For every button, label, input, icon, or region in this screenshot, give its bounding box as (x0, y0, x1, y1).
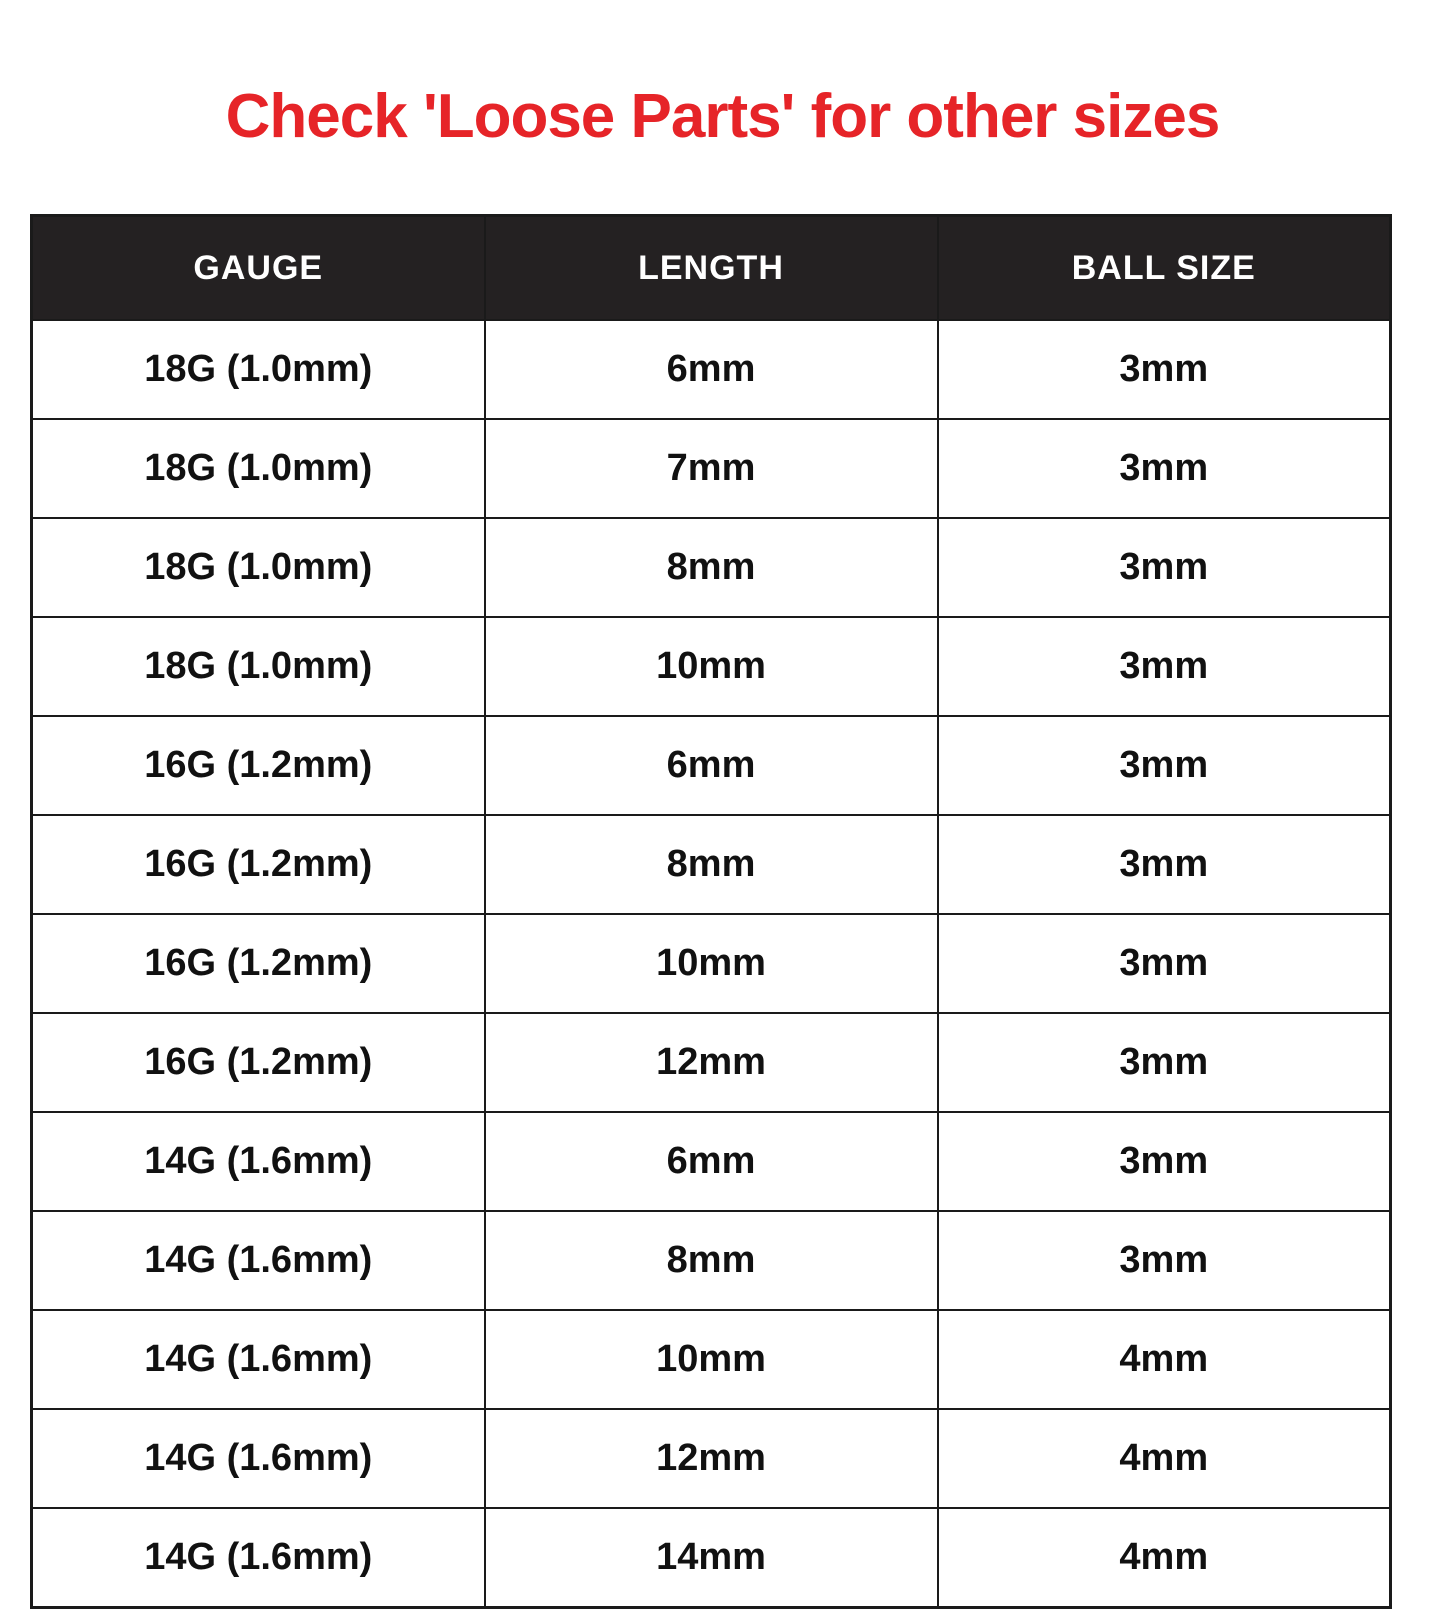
gauge-cell: 18G (1.0mm) (32, 617, 485, 716)
length-cell: 8mm (485, 815, 938, 914)
ball-size-cell: 3mm (938, 419, 1391, 518)
length-cell: 8mm (485, 1211, 938, 1310)
ball-size-cell: 4mm (938, 1310, 1391, 1409)
gauge-cell: 18G (1.0mm) (32, 320, 485, 419)
table-row (32, 914, 1391, 1013)
length-cell: 8mm (485, 518, 938, 617)
length-cell: 10mm (485, 914, 938, 1013)
table-row (32, 1211, 1391, 1310)
table-row (32, 320, 1391, 419)
ball-size-cell: 3mm (938, 320, 1391, 419)
length-cell: 7mm (485, 419, 938, 518)
header-cell-length: LENGTH (485, 216, 938, 321)
ball-size-cell: 3mm (938, 914, 1391, 1013)
length-cell: 10mm (485, 617, 938, 716)
ball-size-cell: 4mm (938, 1409, 1391, 1508)
gauge-cell: 14G (1.6mm) (32, 1508, 485, 1608)
ball-size-cell: 3mm (938, 518, 1391, 617)
ball-size-cell: 3mm (938, 815, 1391, 914)
ball-size-cell: 3mm (938, 1013, 1391, 1112)
length-cell: 6mm (485, 320, 938, 419)
gauge-cell: 16G (1.2mm) (32, 1013, 485, 1112)
gauge-cell: 18G (1.0mm) (32, 518, 485, 617)
table-row (32, 1508, 1391, 1608)
table-row (32, 1013, 1391, 1112)
ball-size-cell: 3mm (938, 716, 1391, 815)
length-cell: 14mm (485, 1508, 938, 1608)
table-row (32, 716, 1391, 815)
table-row (32, 1409, 1391, 1508)
gauge-cell: 16G (1.2mm) (32, 716, 485, 815)
length-cell: 12mm (485, 1013, 938, 1112)
ball-size-cell: 4mm (938, 1508, 1391, 1608)
length-cell: 12mm (485, 1409, 938, 1508)
ball-size-cell: 3mm (938, 1112, 1391, 1211)
ball-size-cell: 3mm (938, 617, 1391, 716)
table-header (32, 216, 1391, 321)
gauge-cell: 14G (1.6mm) (32, 1112, 485, 1211)
header-cell-ball-size: BALL SIZE (938, 216, 1391, 321)
table-row (32, 1112, 1391, 1211)
gauge-cell: 16G (1.2mm) (32, 815, 485, 914)
length-cell: 6mm (485, 1112, 938, 1211)
size-table (30, 214, 1392, 1609)
table-row (32, 419, 1391, 518)
table-row (32, 815, 1391, 914)
gauge-cell: 16G (1.2mm) (32, 914, 485, 1013)
table-row (32, 518, 1391, 617)
table-body (32, 320, 1391, 1608)
table-header-row (32, 216, 1391, 321)
length-cell: 6mm (485, 716, 938, 815)
table-row (32, 1310, 1391, 1409)
gauge-cell: 14G (1.6mm) (32, 1211, 485, 1310)
gauge-cell: 14G (1.6mm) (32, 1409, 485, 1508)
header-cell-gauge: GAUGE (32, 216, 485, 321)
gauge-cell: 18G (1.0mm) (32, 419, 485, 518)
ball-size-cell: 3mm (938, 1211, 1391, 1310)
length-cell: 10mm (485, 1310, 938, 1409)
gauge-cell: 14G (1.6mm) (32, 1310, 485, 1409)
page-title: Check 'Loose Parts' for other sizes (225, 82, 1220, 151)
table-row (32, 617, 1391, 716)
